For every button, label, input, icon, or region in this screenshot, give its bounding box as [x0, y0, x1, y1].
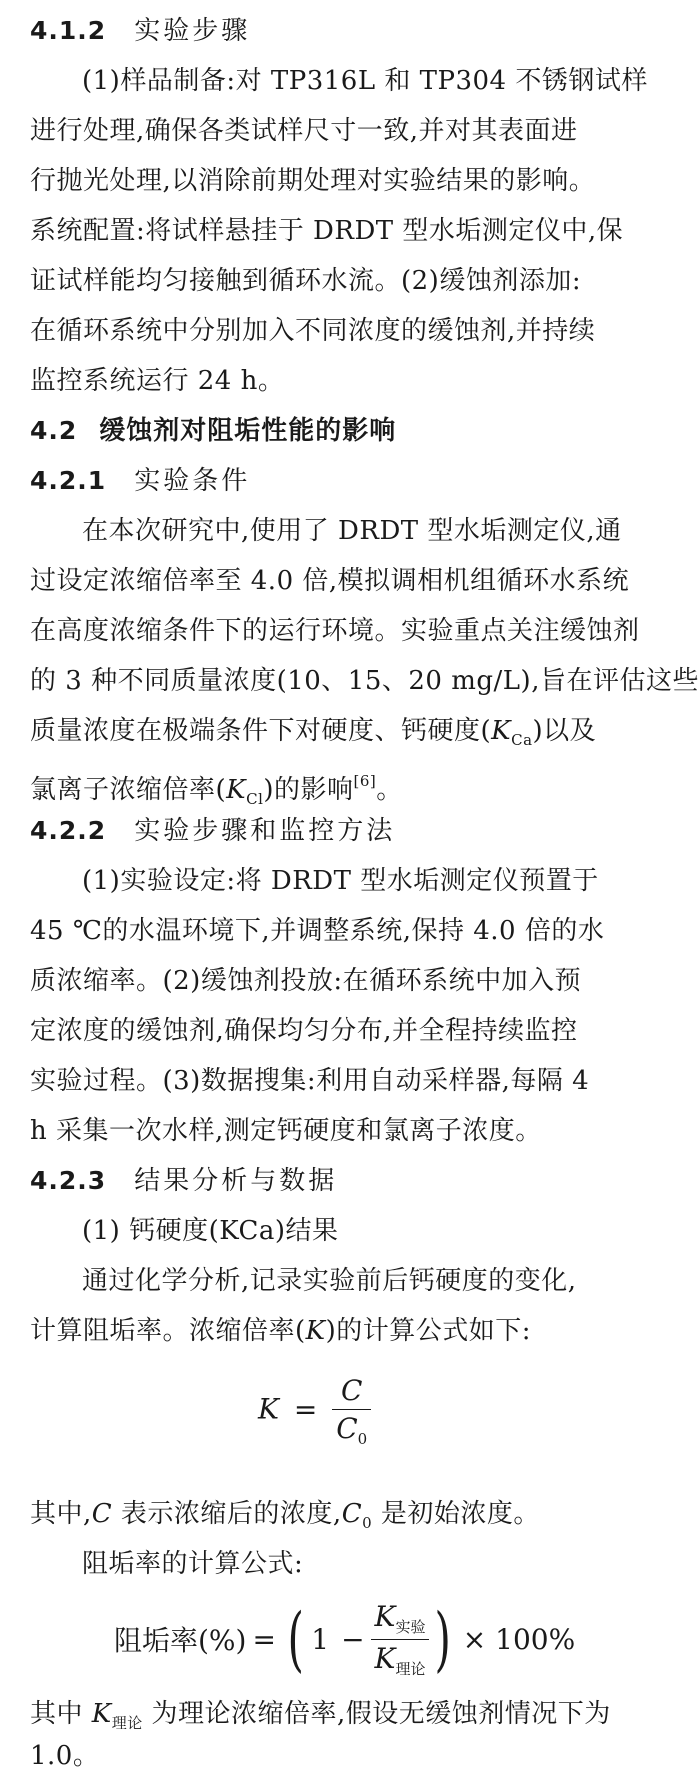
paragraph-line: 在本次研究中,使用了 DRDT 型水垢测定仪,通: [82, 516, 622, 546]
section-title: 结果分析与数据: [134, 1166, 338, 1196]
section-title: 实验条件: [134, 466, 251, 496]
text-run: 其中,: [30, 1499, 92, 1529]
symbol-c: C: [341, 1499, 363, 1529]
paragraph-line: 在循环系统中分别加入不同浓度的缓蚀剂,并持续: [30, 316, 596, 346]
text-run: )的影响: [263, 775, 354, 805]
minus-sign: −: [341, 1622, 365, 1656]
paragraph-line: 行抛光处理,以消除前期处理对实验结果的影响。: [30, 166, 596, 196]
fraction-bar: [332, 1409, 371, 1410]
text-run: 氯离子浓缩倍率(: [30, 775, 227, 805]
text-run: 。: [376, 775, 403, 805]
fraction: [371, 1600, 430, 1679]
paragraph-line: [30, 1689, 611, 1739]
paragraph-line: 质浓缩率。(2)缓蚀剂投放:在循环系统中加入预: [30, 966, 582, 996]
paragraph-line: 在高度浓缩条件下的运行环境。实验重点关注缓蚀剂: [30, 616, 640, 646]
fraction-numerator: [371, 1600, 430, 1637]
formula-one: 1: [311, 1622, 330, 1656]
paragraph-line: 过设定浓缩倍率至 4.0 倍,模拟调相机组循环水系统: [30, 566, 630, 596]
paragraph-line: 实验过程。(3)数据搜集:利用自动采样器,每隔 4: [30, 1066, 590, 1096]
paragraph-line: 系统配置:将试样悬挂于 DRDT 型水垢测定仪中,保: [30, 216, 624, 246]
text-run: )以及: [532, 716, 597, 746]
equals-sign: =: [252, 1622, 276, 1656]
text-run: 是初始浓度。: [372, 1499, 540, 1529]
paragraph-line: 1.0。: [30, 1741, 100, 1771]
text-run: 为理论浓缩倍率,假设无缓蚀剂情况下为: [142, 1699, 611, 1729]
paragraph-line: [30, 756, 403, 806]
symbol-k: K: [305, 1316, 326, 1346]
fraction-bar: [371, 1639, 430, 1640]
subscript: 理论: [111, 1714, 143, 1732]
section-number: 4.2.3: [30, 1166, 107, 1195]
paragraph-line: 证试样能均匀接触到循环水流。(2)缓蚀剂添加:: [30, 266, 582, 296]
symbol-k: K: [226, 775, 247, 805]
symbol-c: C: [336, 1412, 358, 1445]
section-number: 4.1.2: [30, 16, 107, 45]
times-hundred: × 100%: [462, 1622, 576, 1656]
section-heading-4-2-1: [30, 456, 250, 506]
concentration-ratio-formula: [258, 1374, 371, 1448]
symbol-k: K: [491, 716, 512, 746]
paragraph-line: (1) 钙硬度(KCa)结果: [82, 1216, 339, 1246]
fraction-numerator: C: [340, 1374, 363, 1407]
formula-lhs: K: [258, 1392, 279, 1426]
paragraph-line: (1)样品制备:对 TP316L 和 TP304 不锈钢试样: [82, 66, 648, 96]
section-title: 缓蚀剂对阻垢性能的影响: [99, 416, 397, 446]
section-heading-4-1-2: [30, 6, 250, 56]
equals-sign: =: [293, 1392, 318, 1426]
fraction-denominator: [371, 1642, 430, 1679]
subscript: 0: [357, 1430, 368, 1448]
text-run: 其中: [30, 1699, 92, 1729]
text-run: 计算阻垢率。浓缩倍率(: [30, 1316, 306, 1346]
symbol-k: K: [91, 1699, 112, 1729]
subscript: 理论: [395, 1659, 426, 1678]
section-heading-4-2-2: [30, 806, 395, 856]
formula-lhs: 阻垢率(%): [114, 1624, 247, 1657]
paragraph-line: [30, 1489, 540, 1539]
section-number: 4.2.2: [30, 816, 107, 845]
text-run: 质量浓度在极端条件下对硬度、钙硬度(: [30, 716, 492, 746]
section-title: 实验步骤和监控方法: [134, 816, 396, 846]
paragraph-line: h 采集一次水样,测定钙硬度和氯离子浓度。: [30, 1116, 542, 1146]
paragraph-line: 定浓度的缓蚀剂,确保均匀分布,并全程持续监控: [30, 1016, 578, 1046]
symbol-c: C: [91, 1499, 113, 1529]
paragraph-line: [30, 706, 596, 756]
subscript: 0: [362, 1514, 373, 1532]
left-paren: (: [287, 1598, 304, 1680]
paragraph-line: [30, 1306, 531, 1356]
symbol-k: K: [374, 1599, 396, 1633]
citation-ref: [6]: [353, 772, 377, 790]
subscript: Cl: [246, 790, 264, 808]
scale-inhibition-rate-formula: [114, 1594, 575, 1684]
paragraph-line: 的 3 种不同质量浓度(10、15、20 mg/L),旨在评估这些: [30, 666, 699, 696]
paragraph-line: 监控系统运行 24 h。: [30, 366, 285, 396]
section-number: 4.2.1: [30, 466, 107, 495]
text-run: )的计算公式如下:: [325, 1316, 531, 1346]
paragraph-line: 进行处理,确保各类试样尺寸一致,并对其表面进: [30, 116, 578, 146]
section-title: 实验步骤: [134, 16, 251, 46]
fraction: [332, 1374, 371, 1448]
subscript: 实验: [395, 1617, 426, 1636]
section-number: 4.2: [30, 416, 78, 445]
section-heading-4-2: [30, 406, 396, 456]
right-paren: ): [434, 1598, 452, 1680]
paragraph-line: 通过化学分析,记录实验前后钙硬度的变化,: [82, 1266, 577, 1296]
text-run: 表示浓缩后的浓度,: [112, 1499, 342, 1529]
section-heading-4-2-3: [30, 1156, 337, 1206]
symbol-k: K: [374, 1641, 396, 1675]
fraction-denominator: [332, 1412, 371, 1448]
paragraph-line: 阻垢率的计算公式:: [82, 1549, 304, 1579]
subscript: Ca: [511, 731, 533, 749]
paragraph-line: (1)实验设定:将 DRDT 型水垢测定仪预置于: [82, 866, 599, 896]
paragraph-line: 45 ℃的水温环境下,并调整系统,保持 4.0 倍的水: [30, 916, 605, 946]
